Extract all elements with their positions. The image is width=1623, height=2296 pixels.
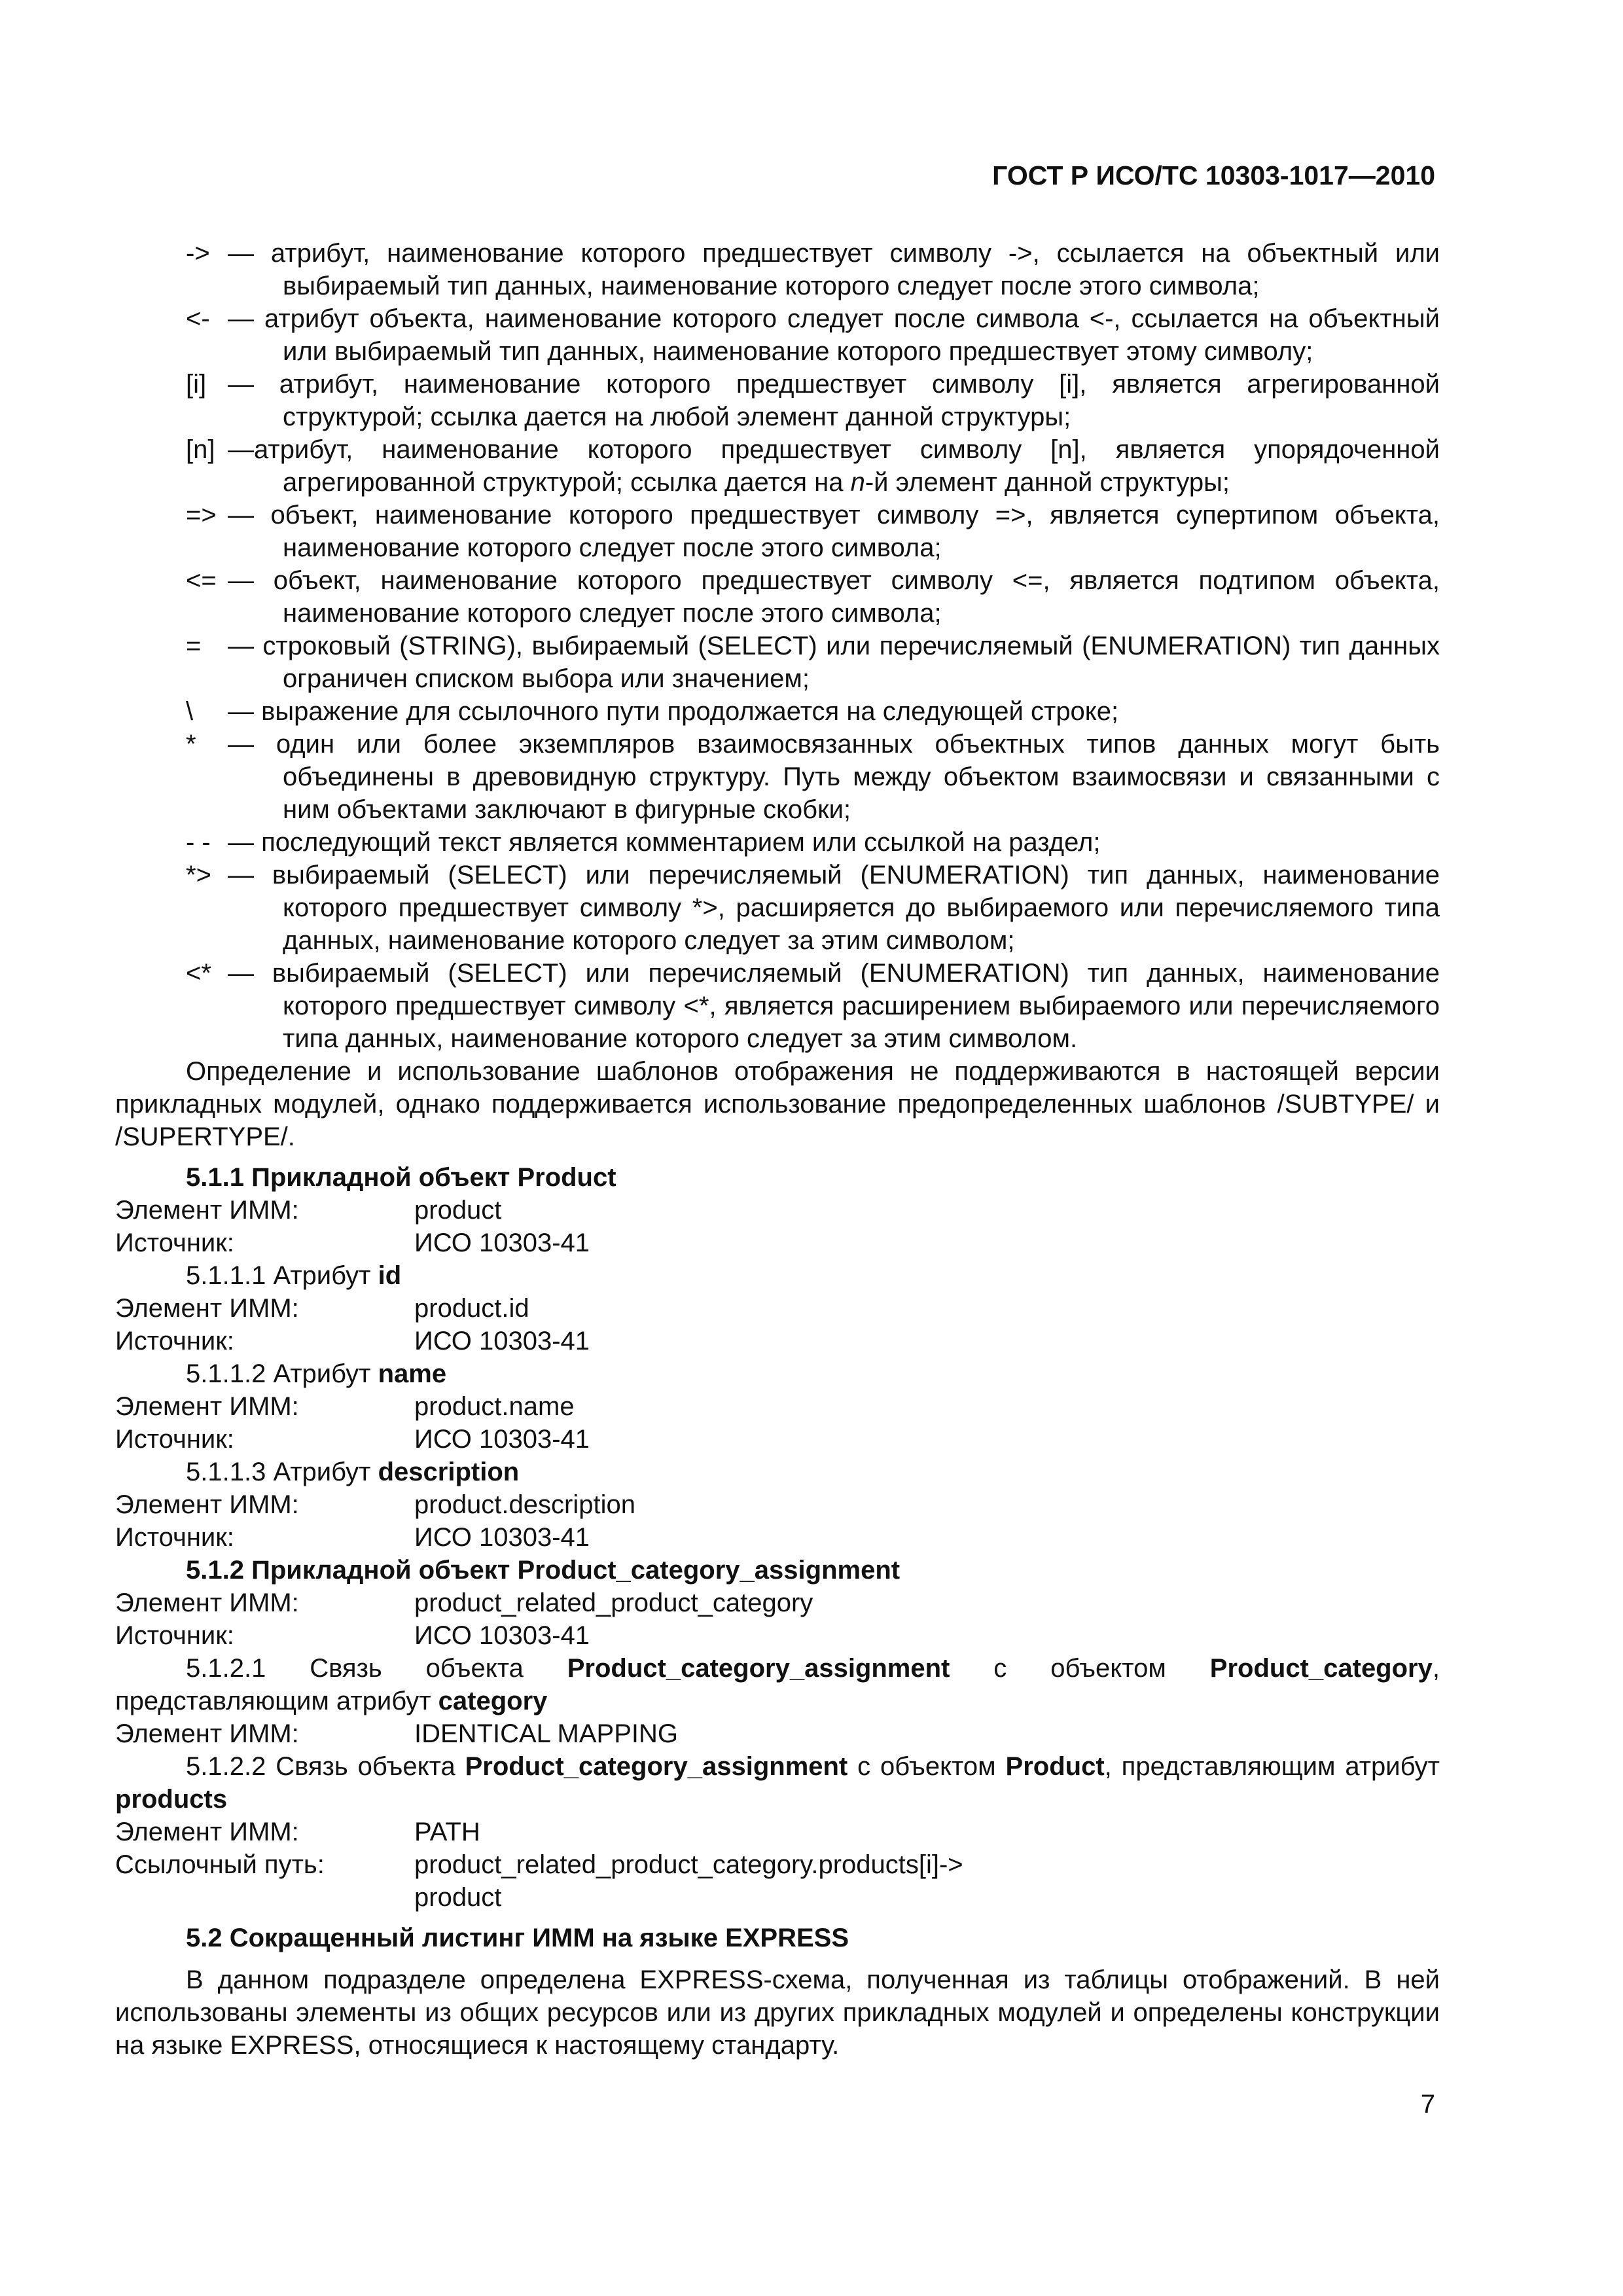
mapping-row bbox=[115, 1587, 1440, 1619]
relation-text: , представляющим атрибут bbox=[1104, 1752, 1440, 1781]
attribute-prefix: 5.1.1.1 Атрибут bbox=[186, 1261, 378, 1290]
section-heading-5-2: 5.2 Сокращенный листинг ИММ на языке EXPRESS bbox=[186, 1924, 849, 1952]
attribute-name: description bbox=[378, 1458, 520, 1486]
attribute-heading bbox=[115, 1456, 1440, 1488]
definition-text: — объект, наименование которого предшествует символу =>, является супертипом объекта, наименование которого следует после этого символа; bbox=[228, 501, 1440, 562]
source-label: Источник: bbox=[115, 1229, 234, 1257]
mapping-row bbox=[115, 1325, 1440, 1357]
definition-item bbox=[186, 957, 1440, 1055]
source-value: ИСО 10303-41 bbox=[414, 1621, 590, 1650]
element-label: Элемент ИММ: bbox=[115, 1490, 299, 1519]
definition-item bbox=[186, 499, 1440, 564]
mapping-row bbox=[115, 1848, 1440, 1914]
relation-object: Product_category_assignment bbox=[465, 1752, 848, 1781]
definition-symbol: <= bbox=[186, 566, 217, 595]
source-value: ИСО 10303-41 bbox=[414, 1425, 590, 1454]
definition-text-part: —атрибут, наименование которого предшествует символу [n], является упорядоченной агрегированной структурой; ссылка дается на bbox=[228, 435, 1440, 497]
section-heading-5-1-1: 5.1.1 Прикладной объект Product bbox=[186, 1163, 616, 1192]
definition-text: — атрибут объекта, наименование которого следует после символа <-, ссылается на объектный или выбираемый тип данных, наименование которого предшествует этому символу; bbox=[228, 304, 1440, 366]
definition-symbol: => bbox=[186, 501, 217, 529]
ref-path-label: Ссылочный путь: bbox=[115, 1850, 325, 1879]
definition-symbol: = bbox=[186, 632, 202, 660]
definition-item bbox=[186, 237, 1440, 302]
attribute-name: name bbox=[378, 1359, 447, 1388]
definition-symbol: <- bbox=[186, 304, 210, 333]
definition-symbol: * bbox=[186, 730, 196, 759]
definition-symbol: - - bbox=[186, 828, 211, 857]
definition-item bbox=[186, 826, 1440, 859]
definition-text: — выражение для ссылочного пути продолжается на следующей строке; bbox=[228, 697, 1119, 726]
source-value: ИСО 10303-41 bbox=[414, 1327, 590, 1355]
element-label: Элемент ИММ: bbox=[115, 1294, 299, 1323]
definition-text-part: -й элемент данной структуры; bbox=[865, 468, 1230, 497]
relation-text: с объектом bbox=[847, 1752, 1006, 1781]
mapping-row bbox=[115, 1521, 1440, 1554]
mapping-row bbox=[115, 1292, 1440, 1325]
relation-object: Product_category_assignment bbox=[567, 1654, 950, 1683]
element-value: product.name bbox=[414, 1392, 575, 1421]
element-value: product.description bbox=[414, 1490, 635, 1519]
definition-text-italic: n bbox=[850, 468, 865, 497]
relation-text: 5.1.2.1 Связь объекта bbox=[186, 1654, 567, 1683]
mapping-row bbox=[115, 1816, 1440, 1848]
definition-text: — объект, наименование которого предшествует символу <=, является подтипом объекта, наименование которого следует после этого символа; bbox=[228, 566, 1440, 628]
element-label: Элемент ИММ: bbox=[115, 1588, 299, 1617]
element-label: Элемент ИММ: bbox=[115, 1196, 299, 1225]
attribute-prefix: 5.1.1.2 Атрибут bbox=[186, 1359, 378, 1388]
mapping-row bbox=[115, 1227, 1440, 1259]
definition-symbol: [i] bbox=[186, 370, 207, 399]
element-label: Элемент ИММ: bbox=[115, 1719, 299, 1748]
relation-target: Product bbox=[1005, 1752, 1105, 1781]
definition-symbol: -> bbox=[186, 239, 210, 268]
element-value: product_related_product_category bbox=[414, 1588, 813, 1617]
source-value: ИСО 10303-41 bbox=[414, 1229, 590, 1257]
source-value: ИСО 10303-41 bbox=[414, 1523, 590, 1552]
definition-text: — последующий текст является комментарием или ссылкой на раздел; bbox=[228, 828, 1101, 857]
definition-symbol: <* bbox=[186, 959, 211, 988]
section-heading-5-1-2: 5.1.2 Прикладной объект Product_category_assignment bbox=[186, 1556, 901, 1585]
section-paragraph: В данном подразделе определена EXPRESS-схема, полученная из таблицы отображений. В ней использованы элементы из общих ресурсов или из других прикладных модулей и определены конструкции на языке EXPRESS, относящиеся к настоящему стандарту. bbox=[115, 1965, 1440, 2060]
relation-heading bbox=[115, 1750, 1440, 1816]
ref-path-line: product_related_product_category.products[i]-> bbox=[414, 1850, 963, 1879]
page-content bbox=[115, 237, 1440, 2062]
mapping-row bbox=[115, 1717, 1440, 1750]
relation-text: 5.1.2.2 Связь объекта bbox=[186, 1752, 465, 1781]
definition-symbol: \ bbox=[186, 697, 194, 726]
relation-text: с объектом bbox=[950, 1654, 1210, 1683]
source-label: Источник: bbox=[115, 1327, 234, 1355]
mapping-row bbox=[115, 1194, 1440, 1227]
definition-item bbox=[186, 564, 1440, 630]
mapping-row bbox=[115, 1423, 1440, 1456]
attribute-name: id bbox=[378, 1261, 402, 1290]
element-value: product.id bbox=[414, 1294, 529, 1323]
symbol-definitions-list bbox=[186, 237, 1440, 1055]
definition-text: — выбираемый (SELECT) или перечисляемый (ENUMERATION) тип данных, наименование которого предшествует символу <*, является расширением выбираемого или перечисляемого типа данных, наименование которого следует за этим символом. bbox=[228, 959, 1440, 1053]
definition-text: — атрибут, наименование которого предшествует символу [i], является агрегированной структурой; ссылка дается на любой элемент данной структуры; bbox=[228, 370, 1440, 431]
element-label: Элемент ИММ: bbox=[115, 1818, 299, 1846]
definition-item bbox=[186, 433, 1440, 499]
definition-text: — один или более экземпляров взаимосвязанных объектных типов данных могут быть объединены в древовидную структуру. Путь между объектом взаимосвязи и связанными с ним объектами заключают в фигурные скобки; bbox=[228, 730, 1440, 824]
definition-symbol: *> bbox=[186, 861, 211, 889]
mapping-row bbox=[115, 1390, 1440, 1423]
document-header: ГОСТ Р ИСО/ТС 10303-1017—2010 bbox=[992, 160, 1435, 190]
source-label: Источник: bbox=[115, 1621, 234, 1650]
attribute-heading bbox=[115, 1259, 1440, 1292]
definition-text bbox=[228, 433, 1440, 499]
ref-path-value bbox=[414, 1848, 1440, 1914]
element-value: PATH bbox=[414, 1818, 480, 1846]
spacer bbox=[115, 1954, 1440, 1964]
relation-text: , представляющим атрибут bbox=[115, 1654, 1440, 1715]
definition-item bbox=[186, 368, 1440, 433]
relation-attribute: products bbox=[115, 1785, 228, 1814]
definition-text: — выбираемый (SELECT) или перечисляемый (ENUMERATION) тип данных, наименование которого предшествует символу *>, расширяется до выбираемого или перечисляемого типа данных, наименование которого следует за этим символом; bbox=[228, 861, 1440, 955]
definition-item bbox=[186, 630, 1440, 695]
definition-item bbox=[186, 695, 1440, 728]
source-label: Источник: bbox=[115, 1425, 234, 1454]
mapping-row bbox=[115, 1488, 1440, 1521]
element-value: product bbox=[414, 1196, 502, 1225]
relation-heading bbox=[115, 1652, 1440, 1717]
definition-symbol: [n] bbox=[186, 435, 215, 464]
definition-item bbox=[186, 728, 1440, 826]
definition-text: — атрибут, наименование которого предшествует символу ->, ссылается на объектный или выбираемый тип данных, наименование которого следует после этого символа; bbox=[228, 239, 1440, 300]
element-label: Элемент ИММ: bbox=[115, 1392, 299, 1421]
relation-target: Product_category bbox=[1209, 1654, 1433, 1683]
element-value: IDENTICAL MAPPING bbox=[414, 1719, 679, 1748]
definition-text: — строковый (STRING), выбираемый (SELECT) или перечисляемый (ENUMERATION) тип данных ограничен списком выбора или значением; bbox=[228, 632, 1440, 693]
note-paragraph: Определение и использование шаблонов отображения не поддерживаются в настоящей версии прикладных модулей, однако поддерживается использование предопределенных шаблонов /SUBTYPE/ и /SUPERTYPE/. bbox=[115, 1057, 1440, 1151]
source-label: Источник: bbox=[115, 1523, 234, 1552]
attribute-prefix: 5.1.1.3 Атрибут bbox=[186, 1458, 378, 1486]
definition-item bbox=[186, 302, 1440, 368]
page-number: 7 bbox=[1420, 2090, 1435, 2119]
ref-path-line: product bbox=[414, 1883, 502, 1912]
definition-item bbox=[186, 859, 1440, 957]
attribute-heading bbox=[115, 1357, 1440, 1390]
mapping-row bbox=[115, 1619, 1440, 1652]
relation-attribute: category bbox=[438, 1687, 548, 1715]
